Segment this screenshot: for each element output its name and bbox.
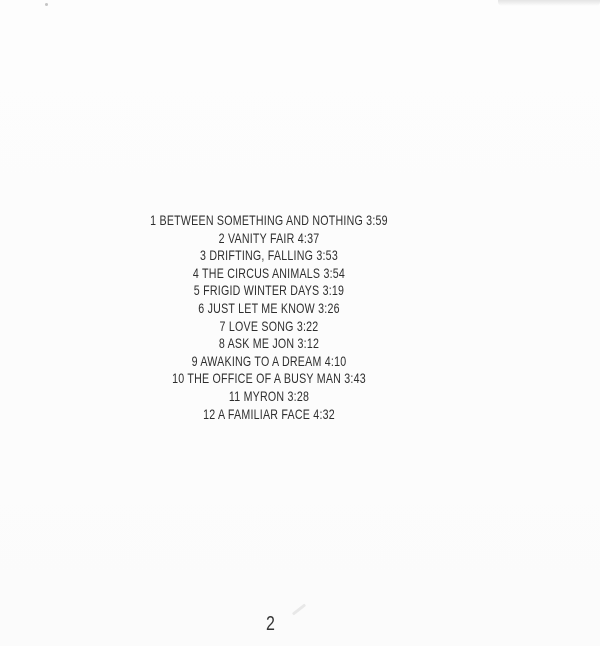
track-title: BETWEEN SOMETHING AND NOTHING — [159, 212, 363, 228]
track-title: LOVE SONG — [228, 317, 294, 334]
track-number: 3 — [200, 247, 207, 264]
track-number: 2 — [218, 229, 225, 246]
track-title: AWAKING TO A DREAM — [200, 352, 322, 369]
track-item — [65, 212, 474, 230]
track-number: 11 — [228, 387, 241, 404]
track-title: VANITY FAIR — [227, 229, 295, 246]
track-item — [65, 335, 474, 353]
track-number: 6 — [198, 299, 205, 316]
track-duration: 3:19 — [322, 282, 345, 299]
track-title: DRIFTING, FALLING — [209, 247, 314, 264]
track-title: JUST LET ME KNOW — [207, 299, 315, 316]
track-duration: 3:53 — [316, 247, 338, 264]
track-item — [65, 265, 474, 283]
track-duration: 3:43 — [344, 370, 366, 387]
track-duration: 3:22 — [296, 317, 319, 334]
page-number: 2 — [266, 613, 275, 635]
track-number: 4 — [192, 264, 200, 281]
track-item — [65, 318, 474, 336]
track-title: THE CIRCUS ANIMALS — [202, 264, 321, 281]
track-number: 9 — [191, 352, 198, 369]
track-number: 7 — [219, 317, 226, 334]
track-duration: 3:59 — [366, 212, 388, 228]
track-number: 1 — [150, 212, 157, 228]
track-item — [65, 406, 474, 424]
track-item — [65, 353, 474, 371]
scan-speck-artifact — [45, 3, 48, 6]
track-item — [65, 300, 474, 318]
track-duration: 3:54 — [323, 264, 346, 281]
track-duration: 3:12 — [297, 335, 320, 352]
track-title: MYRON — [243, 387, 285, 404]
scan-smudge-artifact — [498, 0, 600, 6]
track-title: A FAMILIAR FACE — [217, 405, 311, 422]
track-number: 10 — [172, 370, 185, 387]
track-number: 5 — [193, 282, 200, 299]
track-item — [65, 282, 474, 300]
track-item — [65, 230, 474, 248]
track-title: ASK ME JON — [227, 335, 295, 352]
track-duration: 4:32 — [313, 405, 335, 422]
track-item — [65, 388, 474, 406]
track-number: 8 — [218, 335, 226, 352]
track-duration: 3:28 — [287, 387, 310, 404]
track-title: FRIGID WINTER DAYS — [203, 282, 320, 299]
track-number: 12 — [203, 405, 216, 422]
track-duration: 4:37 — [297, 229, 320, 246]
track-item — [65, 370, 474, 388]
track-title: THE OFFICE OF A BUSY MAN — [187, 370, 342, 387]
track-duration: 4:10 — [324, 352, 347, 369]
track-item — [65, 247, 474, 265]
tracklist — [65, 212, 474, 423]
track-duration: 3:26 — [318, 299, 340, 316]
